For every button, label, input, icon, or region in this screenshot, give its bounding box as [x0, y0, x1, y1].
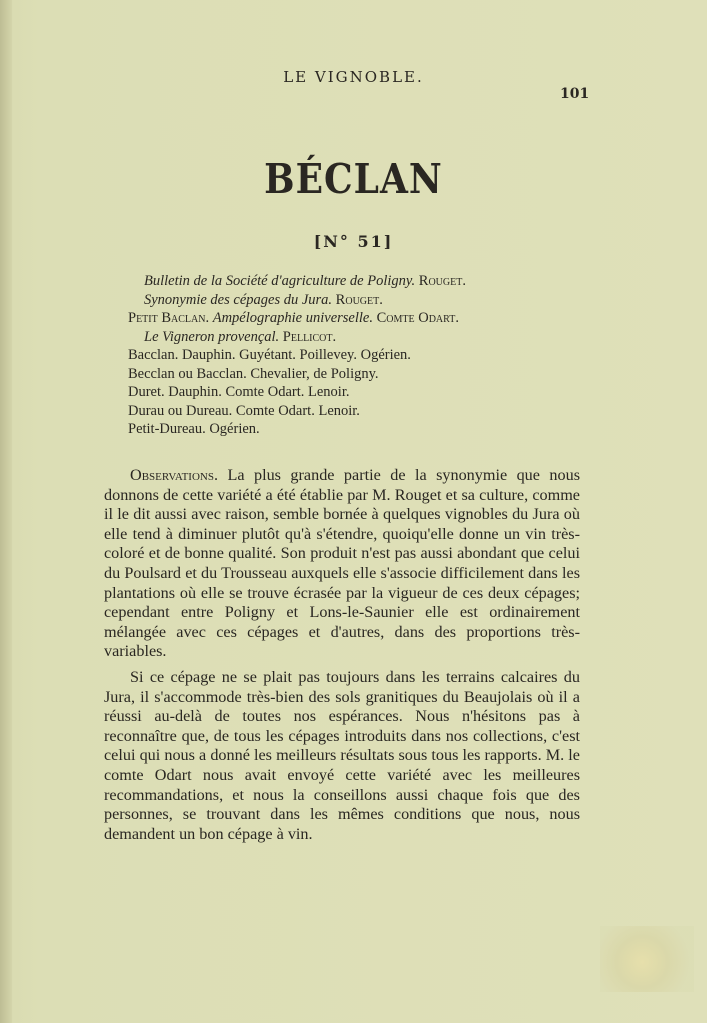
page-gutter — [0, 0, 12, 1023]
synonymy-line: Petit-Dureau. Ogérien. — [128, 421, 260, 437]
observations-paragraph-1: Observations. La plus grande partie de la synonymie que nous donnons de cette variété a été établie par M. Rouget et sa culture, comme il le dit aussi avec raison, semble bornée à quelques vignobles du Jura où elle tend à diminuer plutôt qu'à s'étendre, quoiqu'elle donne un vin très-coloré et de bonne qualité. Son produit n'est pas aussi abondant que celui du Poulsard et du Trousseau auxquels elle s'associe difficilement dans les plantations où elle se trouve écrasée par la vigueur de ces deux cépages; cependant entre Poligny et Lons-le-Saunier elle est ordinairement mélangée avec ces cépages et d'autres, dans des proportions très-variables. — [104, 466, 580, 661]
synonymy-line: Synonymie des cépages du Jura. Rouget. — [144, 291, 383, 308]
synonymy-line: Petit Baclan. Ampélographie universelle. Comte Odart. — [128, 310, 459, 326]
synonymy-list — [128, 272, 508, 439]
synonymy-line: Durau ou Dureau. Comte Odart. Lenoir. — [128, 402, 360, 419]
synonymy-line: Becclan ou Bacclan. Chevalier, de Poligny. — [128, 365, 379, 382]
stamp-mark — [600, 926, 694, 992]
page-number: 101 — [560, 86, 590, 102]
running-head: LE VIGNOBLE. — [283, 68, 424, 86]
observations-paragraph-2: Si ce cépage ne se plait pas toujours dans les terrains calcaires du Jura, il s'accommode très-bien des sols granitiques du Beaujolais où il a réussi au-delà de toutes nos espérances. Nous n'hésitons pas à reconnaître que, de tous les cépages introduits dans nos collections, c'est celui qui nous a donné les meilleurs résultats sous tous les rapports. M. le comte Odart nous avait envoyé cette variété avec les meilleures recommandations, et nous la conseillons aussi chaque fois que des personnes, se trouvant dans les mêmes conditions que nous, nous demandent un bon cépage à vin. — [104, 667, 580, 843]
synonymy-line: Bulletin de la Société d'agriculture de Poligny. Rouget. — [144, 273, 466, 289]
synonymy-line: Duret. Dauphin. Comte Odart. Lenoir. — [128, 384, 350, 400]
observations-lead: Observations. — [130, 466, 219, 484]
synonymy-line: Le Vigneron provençal. Pellicot. — [144, 328, 337, 345]
synonymy-line: Bacclan. Dauphin. Guyétant. Poillevey. Ogérien. — [128, 347, 411, 363]
entry-title: BÉCLAN — [264, 154, 443, 204]
observations-text — [104, 466, 580, 844]
entry-number: [N° 51] — [313, 232, 394, 251]
